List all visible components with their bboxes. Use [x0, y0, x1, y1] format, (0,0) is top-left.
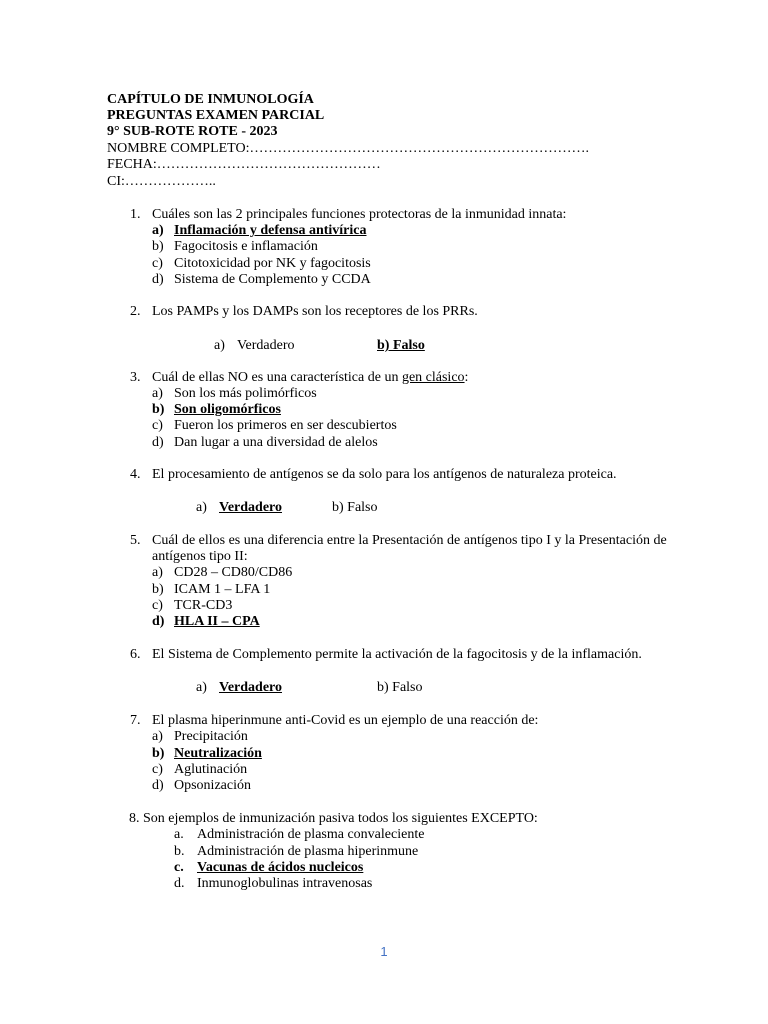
question-number: 6. — [130, 647, 141, 662]
q8-option-c: c. Vacunas de ácidos nucleicos — [174, 860, 364, 875]
page-number: 1 — [380, 944, 388, 959]
question-number: 5. — [130, 533, 141, 548]
question-number: 4. — [130, 467, 141, 482]
q7-option-c: c) Aglutinación — [152, 762, 248, 777]
date-field: FECHA:………………………………………… — [107, 157, 381, 172]
document-group: 9° SUB-ROTE ROTE - 2023 — [107, 124, 278, 139]
name-field: NOMBRE COMPLETO:………………………………………………………………. — [107, 141, 589, 156]
question-text: El plasma hiperinmune anti-Covid es un ejemplo de una reacción de: — [152, 713, 539, 728]
document-subtitle: PREGUNTAS EXAMEN PARCIAL — [107, 108, 325, 123]
q3-option-b: b) Son oligomórficos — [152, 402, 281, 417]
question-number: 7. — [130, 713, 141, 728]
q8-option-d: d. Inmunoglobulinas intravenosas — [174, 876, 373, 891]
ci-field: CI:……………….. — [107, 174, 216, 189]
question-5 — [130, 533, 667, 549]
q5-option-a: a) CD28 – CD80/CD86 — [152, 565, 293, 580]
question-text: El Sistema de Complemento permite la activación de la fagocitosis y de la inflamación. — [152, 647, 642, 662]
question-text: El procesamiento de antígenos se da solo para los antígenos de naturaleza proteica. — [152, 467, 617, 482]
q3-option-a: a) Son los más polimórficos — [152, 386, 317, 401]
question-8 — [129, 811, 538, 827]
question-text: Cuál de ellos es una diferencia entre la Presentación de antígenos tipo I y la Presentación de — [152, 533, 667, 548]
correct-answer: HLA II – CPA — [174, 614, 260, 629]
q5-option-c: c) TCR-CD3 — [152, 598, 233, 613]
question-4 — [130, 467, 617, 483]
correct-answer: Neutralización — [174, 746, 262, 761]
q6-option-a: a) Verdadero — [196, 680, 282, 695]
document-title: CAPÍTULO DE INMUNOLOGÍA — [107, 92, 314, 107]
question-number: 2. — [130, 304, 141, 319]
q4-option-b: b) Falso — [332, 500, 378, 515]
question-7 — [130, 713, 538, 729]
q5-option-d: d) HLA II – CPA — [152, 614, 260, 629]
question-number: 1. — [130, 207, 141, 222]
q7-option-a: a) Precipitación — [152, 729, 248, 744]
q7-option-d: d) Opsonización — [152, 778, 251, 793]
q4-option-a: a) Verdadero — [196, 500, 282, 515]
question-5-continued: antígenos tipo II: — [152, 549, 248, 564]
q6-option-b: b) Falso — [377, 680, 423, 695]
q7-option-b: b) Neutralización — [152, 746, 262, 761]
correct-answer: Verdadero — [219, 500, 282, 515]
q8-option-b: b. Administración de plasma hiperinmune — [174, 844, 419, 859]
q3-option-d: d) Dan lugar a una diversidad de alelos — [152, 435, 378, 450]
correct-answer: Inflamación y defensa antivírica — [174, 223, 367, 238]
q2-option-a: a) Verdadero — [214, 338, 295, 353]
question-3: 3. Cuál de ellas NO es una característica de un gen clásico: — [130, 370, 469, 385]
question-text: Los PAMPs y los DAMPs son los receptores de los PRRs. — [152, 304, 478, 319]
question-text: Cuáles son las 2 principales funciones protectoras de la inmunidad innata: — [152, 207, 567, 222]
question-6 — [130, 647, 642, 663]
q1-option-c: c) Citotoxicidad por NK y fagocitosis — [152, 256, 371, 271]
question-text: Son ejemplos de inmunización pasiva todos los siguientes EXCEPTO: — [143, 811, 538, 826]
question-number: 3. — [130, 370, 141, 385]
q2-option-b-correct: b) Falso — [377, 338, 425, 353]
question-1 — [130, 207, 566, 223]
question-2 — [130, 304, 478, 320]
correct-answer: Vacunas de ácidos nucleicos — [197, 860, 364, 875]
q1-option-d: d) Sistema de Complemento y CCDA — [152, 272, 371, 287]
q1-option-a: a) Inflamación y defensa antivírica — [152, 223, 367, 238]
q8-option-a: a. Administración de plasma convaleciente — [174, 827, 425, 842]
correct-answer: Son oligomórficos — [174, 402, 281, 417]
correct-answer: Verdadero — [219, 680, 282, 695]
q1-option-b: b) Fagocitosis e inflamación — [152, 239, 318, 254]
q3-option-c: c) Fueron los primeros en ser descubiertos — [152, 418, 397, 433]
question-number: 8. — [129, 811, 140, 826]
q5-option-b: b) ICAM 1 – LFA 1 — [152, 582, 271, 597]
